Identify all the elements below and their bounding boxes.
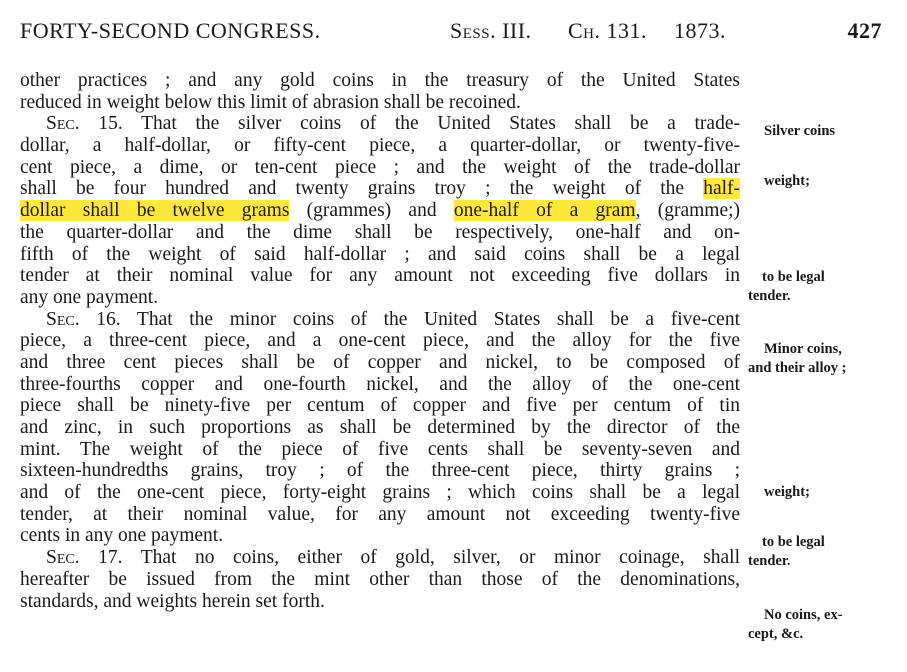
text-line: reduced in weight below this limit of abrasion shall be recoined. [20, 91, 521, 113]
text-line: dollar, a half-dollar, or fifty-cent piece, a quarter-dollar, or twenty-five- [20, 135, 740, 157]
header-title: FORTY-SECOND CONGRESS. [20, 18, 321, 43]
margin-note-except: cept, &c. [748, 626, 804, 642]
text-line: and three cent pieces shall be of copper and nickel, to be composed of [20, 351, 740, 373]
highlighted-text: half- [703, 178, 740, 200]
header-session: Sess. III. [450, 18, 532, 43]
text-line: other practices ; and any gold coins in the treasury of the United States [20, 70, 740, 91]
text-line: three-fourths copper and one-fourth nickel, and the alloy of the one-cent [20, 373, 740, 395]
text-line: piece, a three-cent piece, and a one-cent piece, and the alloy for the five [20, 330, 740, 352]
margin-note-tender: tender. [748, 288, 791, 304]
text-line: shall be four hundred and twenty grains troy ; the weight of the half- [20, 178, 740, 200]
text-line: Sec. 16. That the minor coins of the United States shall be a five-cent [46, 308, 740, 330]
text-line: dollar shall be twelve grams (grammes) and one-half of a gram, (gramme;) [20, 200, 741, 222]
margin-note-alloy: and their alloy ; [748, 360, 847, 376]
text-line: piece shall be ninety-five per centum of copper and five per centum of tin [20, 395, 740, 417]
margin-note-weight: weight; [764, 484, 810, 500]
margin-note-no-coins: No coins, ex- [764, 607, 843, 623]
text-line: Sec. 15. That the silver coins of the United States shall be a trade- [46, 113, 740, 135]
text-line: mint. The weight of the piece of five cents shall be seventy-seven and [20, 438, 740, 460]
text-line: hereafter be issued from the mint other than those of the denominations, [20, 568, 740, 590]
text-line: the quarter-dollar and the dime shall be respectively, one-half and on- [20, 221, 740, 243]
section-label: Sec. 17. [46, 547, 123, 569]
statute-text [20, 70, 740, 612]
margin-note-minor-coins: Minor coins, [764, 341, 842, 357]
header-chapter: Ch. 131. [568, 18, 648, 43]
text-line: cent piece, a dime, or ten-cent piece ; and the weight of the trade-dollar [20, 156, 740, 178]
text-line: Sec. 17. That no coins, either of gold, silver, or minor coinage, shall [46, 547, 740, 569]
margin-note-tender: tender. [748, 553, 791, 569]
highlighted-text: one-half of a gram [453, 200, 636, 222]
text-line: tender, at their nominal value, for any amount not exceeding twenty-five [20, 503, 740, 525]
text-line: any one payment. [20, 286, 159, 308]
margin-note-legal: to be legal [762, 269, 825, 285]
text-line: fifth of the weight of said half-dollar ; and said coins shall be a legal [20, 243, 740, 265]
running-header [20, 18, 882, 52]
text-line: and zinc, in such proportions as shall be determined by the director of the [20, 417, 740, 438]
highlighted-text: dollar shall be twelve grams [20, 200, 290, 222]
text-line: standards, and weights herein set forth. [20, 590, 325, 612]
margin-note-legal: to be legal [762, 534, 825, 550]
header-year: 1873. [674, 18, 726, 43]
section-label: Sec. 15. [46, 113, 123, 135]
text-line: cents in any one payment. [20, 525, 224, 547]
text-line: tender at their nominal value for any amount not exceeding five dollars in [20, 265, 740, 287]
section-label: Sec. 16. [46, 308, 121, 330]
text-line: and of the one-cent piece, forty-eight grains ; which coins shall be a legal [20, 482, 740, 504]
margin-note-silver-coins: Silver coins [764, 123, 836, 139]
margin-note-weight: weight; [764, 173, 810, 189]
text-line: sixteen-hundredths grains, troy ; of the three-cent piece, thirty grains ; [20, 460, 740, 482]
page-number: 427 [847, 18, 882, 43]
